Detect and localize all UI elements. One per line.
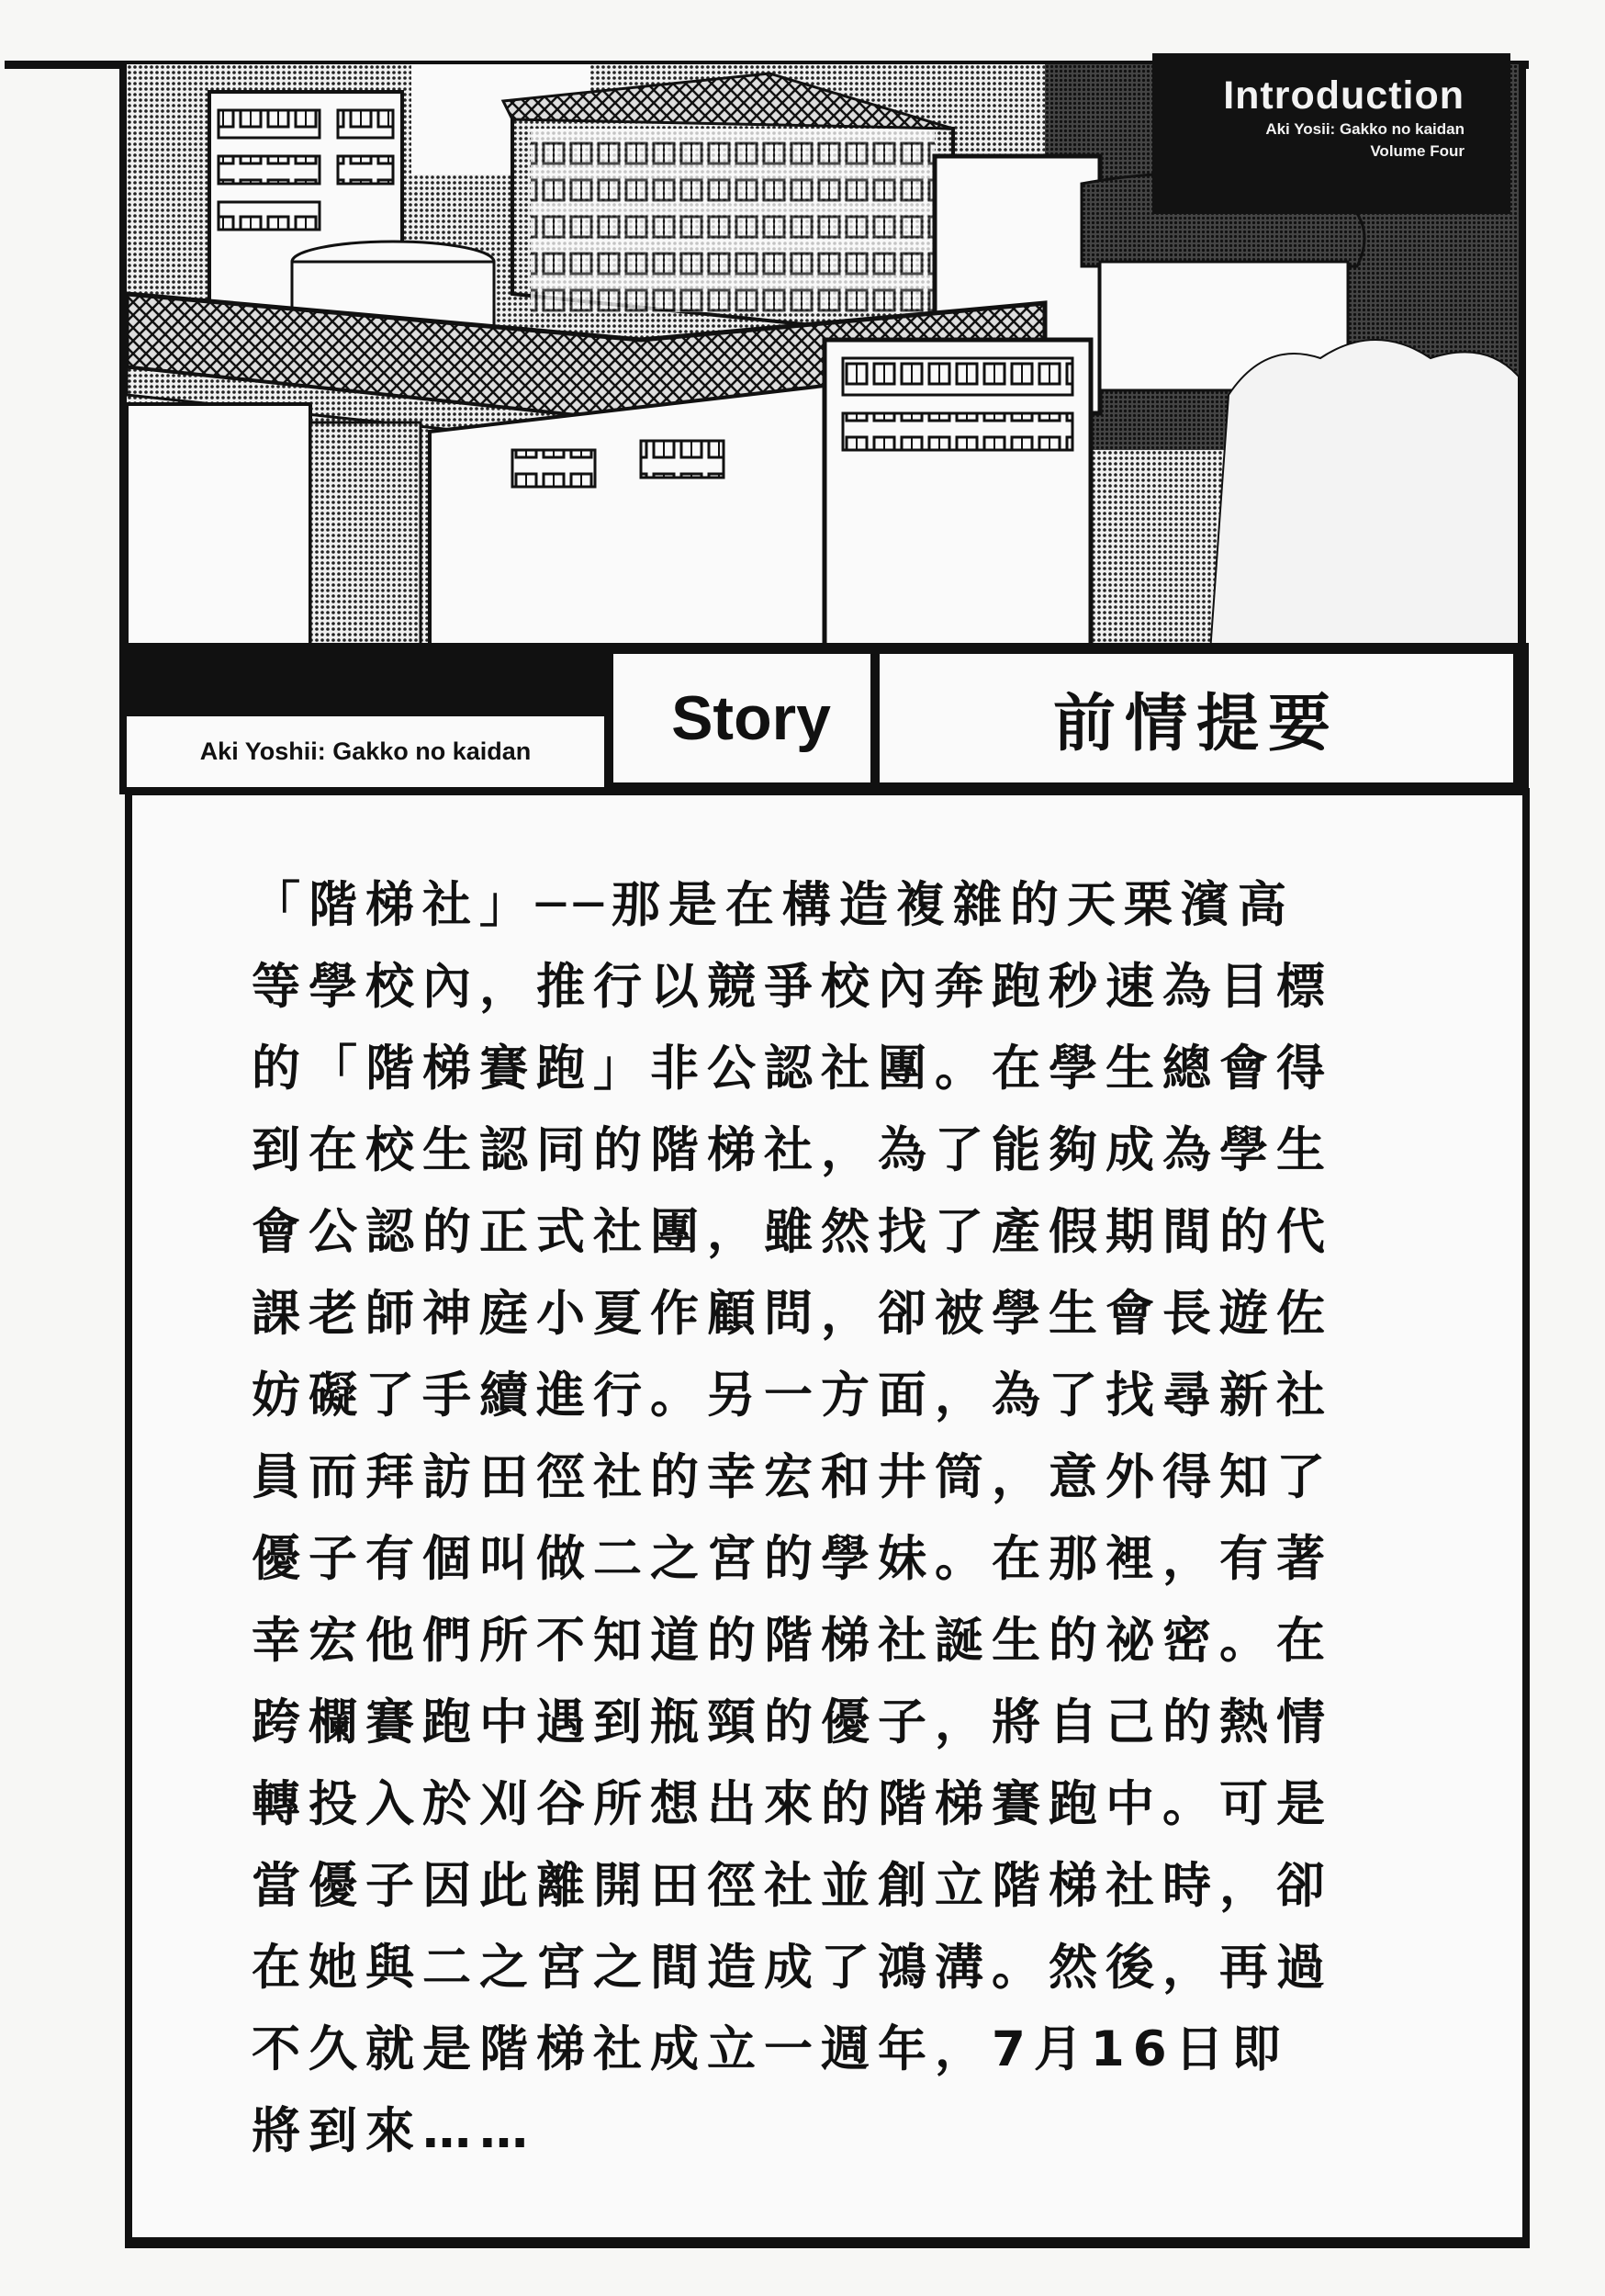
series-name-label: Aki Yoshii: Gakko no kaidan bbox=[127, 716, 604, 787]
summary-line: 課老師神庭小夏作顧問，卻被學生會長遊佐 bbox=[252, 1286, 1333, 1342]
story-summary-panel bbox=[125, 788, 1530, 2248]
summary-line: 「階梯社」──那是在構造複雜的天栗濱高 bbox=[252, 877, 1295, 933]
summary-line: 轉投入於刈谷所想出來的階梯賽跑中。可是 bbox=[252, 1776, 1333, 1832]
story-label-box bbox=[604, 643, 905, 794]
introduction-title: Introduction bbox=[1223, 73, 1465, 118]
summary-line: 會公認的正式社團，雖然找了產假期間的代 bbox=[252, 1204, 1333, 1260]
series-subtitle: Aki Yosii: Gakko no kaidan bbox=[1265, 120, 1465, 138]
summary-line: 優子有個叫做二之宮的學妹。在那裡，有著 bbox=[252, 1531, 1333, 1587]
summary-line: 員而拜訪田徑社的幸宏和井筒，意外得知了 bbox=[252, 1449, 1333, 1505]
summary-line: 到在校生認同的階梯社，為了能夠成為學生 bbox=[252, 1122, 1333, 1178]
summary-line: 將到來…… bbox=[252, 2103, 536, 2159]
volume-label: Volume Four bbox=[1370, 142, 1465, 160]
story-label: Story bbox=[613, 654, 889, 782]
summary-line: 不久就是階梯社成立一週年，7月16日即 bbox=[252, 2021, 1289, 2077]
introduction-title-box bbox=[1152, 53, 1510, 214]
chinese-heading-box bbox=[870, 643, 1529, 794]
summary-line: 當優子因此離開田徑社並創立階梯社時，卻 bbox=[252, 1858, 1333, 1914]
chinese-heading: 前情提要 bbox=[880, 654, 1513, 782]
summary-line: 在她與二之宮之間造成了鴻溝。然後，再過 bbox=[252, 1940, 1333, 1996]
summary-line: 幸宏他們所不知道的階梯社誕生的祕密。在 bbox=[252, 1613, 1333, 1669]
caption-row bbox=[119, 643, 1529, 794]
series-caption-box bbox=[119, 643, 615, 794]
summary-line: 等學校內，推行以競爭校內奔跑秒速為目標 bbox=[252, 959, 1333, 1015]
summary-line: 跨欄賽跑中遇到瓶頸的優子，將自己的熱情 bbox=[252, 1694, 1333, 1750]
story-summary-text bbox=[252, 864, 1418, 2172]
summary-line: 的「階梯賽跑」非公認社團。在學生總會得 bbox=[252, 1041, 1333, 1097]
summary-line: 妨礙了手續進行。另一方面，為了找尋新社 bbox=[252, 1367, 1333, 1424]
